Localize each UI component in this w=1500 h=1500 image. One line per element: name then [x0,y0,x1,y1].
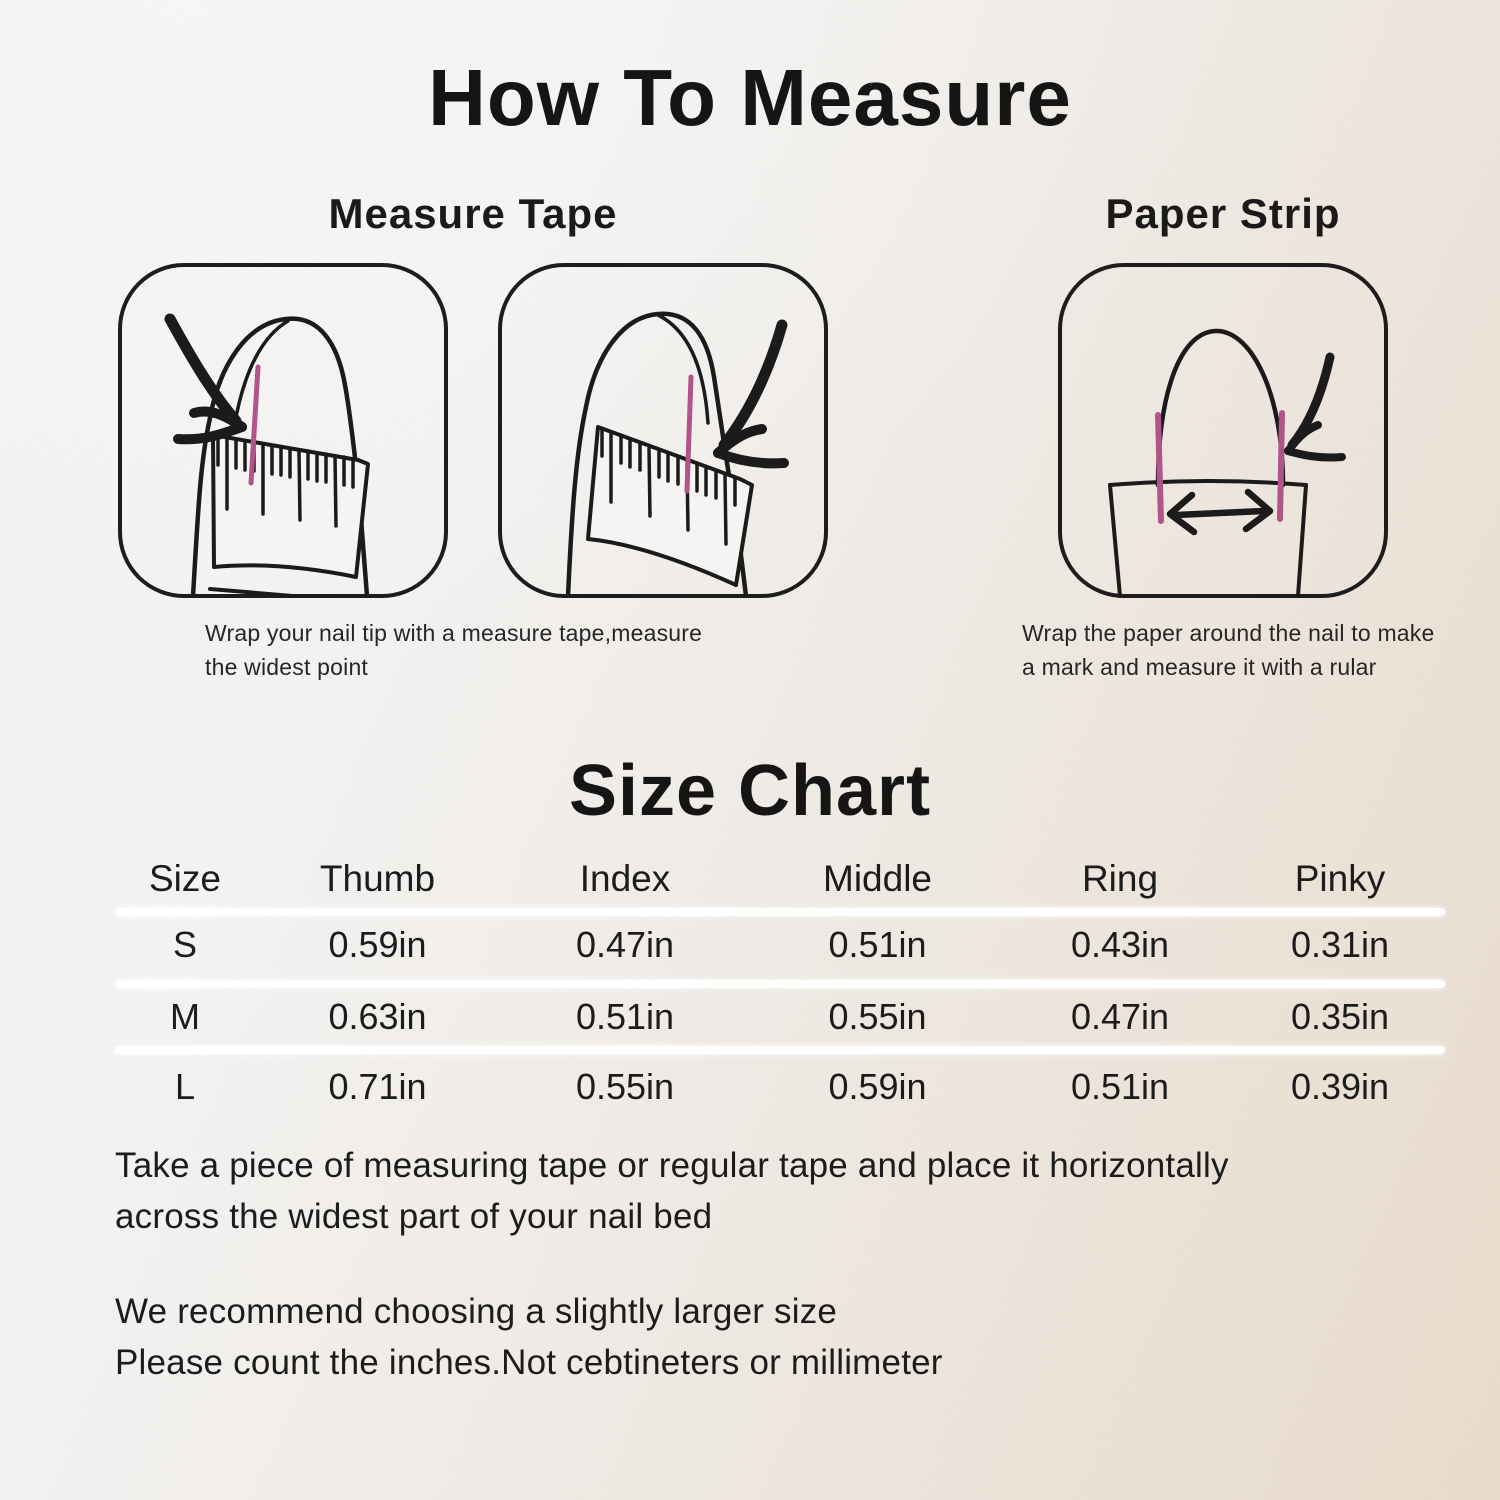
cell-index: 0.47in [575,924,675,965]
cell-index: 0.55in [575,1066,675,1107]
paper-strip-right-edge [1298,485,1306,596]
caption-line: a mark and measure it with a rular [1022,654,1377,680]
size-recommendation-note [115,1286,1455,1388]
cell-ring: 0.47in [1070,996,1170,1037]
note-line: Take a piece of measuring tape or regular tape and place it horizontally [115,1146,1229,1185]
measuring-instructions-note [115,1140,1455,1242]
cell-ring: 0.43in [1070,924,1170,965]
caption-line: Wrap your nail tip with a measure tape,measure [205,620,703,646]
cell-size: S [172,924,197,965]
table-row-size-s [115,924,1445,966]
column-header-index: Index [579,858,671,899]
cell-size: L [174,1066,196,1107]
curved-arrow-icon [170,319,242,439]
caption-line: the widest point [205,654,369,680]
measure-tape-caption [205,616,745,684]
table-divider [115,908,1445,916]
double-arrow-icon [1170,492,1270,532]
nail-edge-line [658,315,708,423]
finger-tape-drawing-2 [498,263,828,598]
paper-strip-caption [1022,616,1472,684]
size-chart-header-row [115,858,1445,900]
curved-arrow-icon [718,325,784,463]
cell-thumb: 0.63in [328,996,427,1037]
nail-edge-line [234,321,288,428]
column-header-pinky: Pinky [1294,858,1386,899]
paper-strip-left-edge [1110,485,1120,596]
tape-seam-line [210,589,352,598]
paper-strip-illustration [1058,263,1388,598]
column-header-size: Size [149,858,221,899]
cell-pinky: 0.35in [1290,996,1390,1037]
table-divider [115,980,1445,988]
table-row-size-l [115,1066,1445,1108]
note-line: Please count the inches.Not cebtineters or millimeter [115,1343,943,1382]
cell-size: M [170,996,200,1037]
cell-ring: 0.51in [1070,1066,1170,1107]
cell-index: 0.51in [575,996,675,1037]
size-chart-title: Size Chart [568,751,932,831]
page-title: How To Measure [428,53,1072,142]
cell-pinky: 0.39in [1290,1066,1390,1107]
measure-tape-heading: Measure Tape [328,190,618,237]
cell-pinky: 0.31in [1290,924,1390,965]
cell-middle: 0.59in [828,1066,927,1107]
column-header-thumb: Thumb [319,858,436,899]
cell-middle: 0.55in [828,996,927,1037]
left-mark-line [1158,415,1161,521]
table-row-size-m [115,996,1445,1038]
note-line: We recommend choosing a slightly larger size [115,1292,838,1331]
measure-tape-illustration-2 [498,263,828,598]
column-header-ring: Ring [1081,858,1159,899]
measure-tape-illustration-1 [118,263,448,598]
curved-arrow-icon [1288,357,1342,458]
finger-tape-drawing-1 [118,263,448,598]
paper-strip-heading: Paper Strip [1105,190,1341,237]
caption-line: Wrap the paper around the nail to make [1022,620,1435,646]
finger-paper-strip-drawing [1058,263,1388,598]
paper-strip-top-edge [1110,481,1306,485]
cell-thumb: 0.71in [328,1066,427,1107]
note-line: across the widest part of your nail bed [115,1197,713,1236]
table-divider [115,1046,1445,1054]
column-header-middle: Middle [823,858,932,899]
right-mark-line [1280,413,1282,519]
cell-middle: 0.51in [828,924,927,965]
cell-thumb: 0.59in [328,924,427,965]
nail-dome-outline [1158,331,1283,485]
